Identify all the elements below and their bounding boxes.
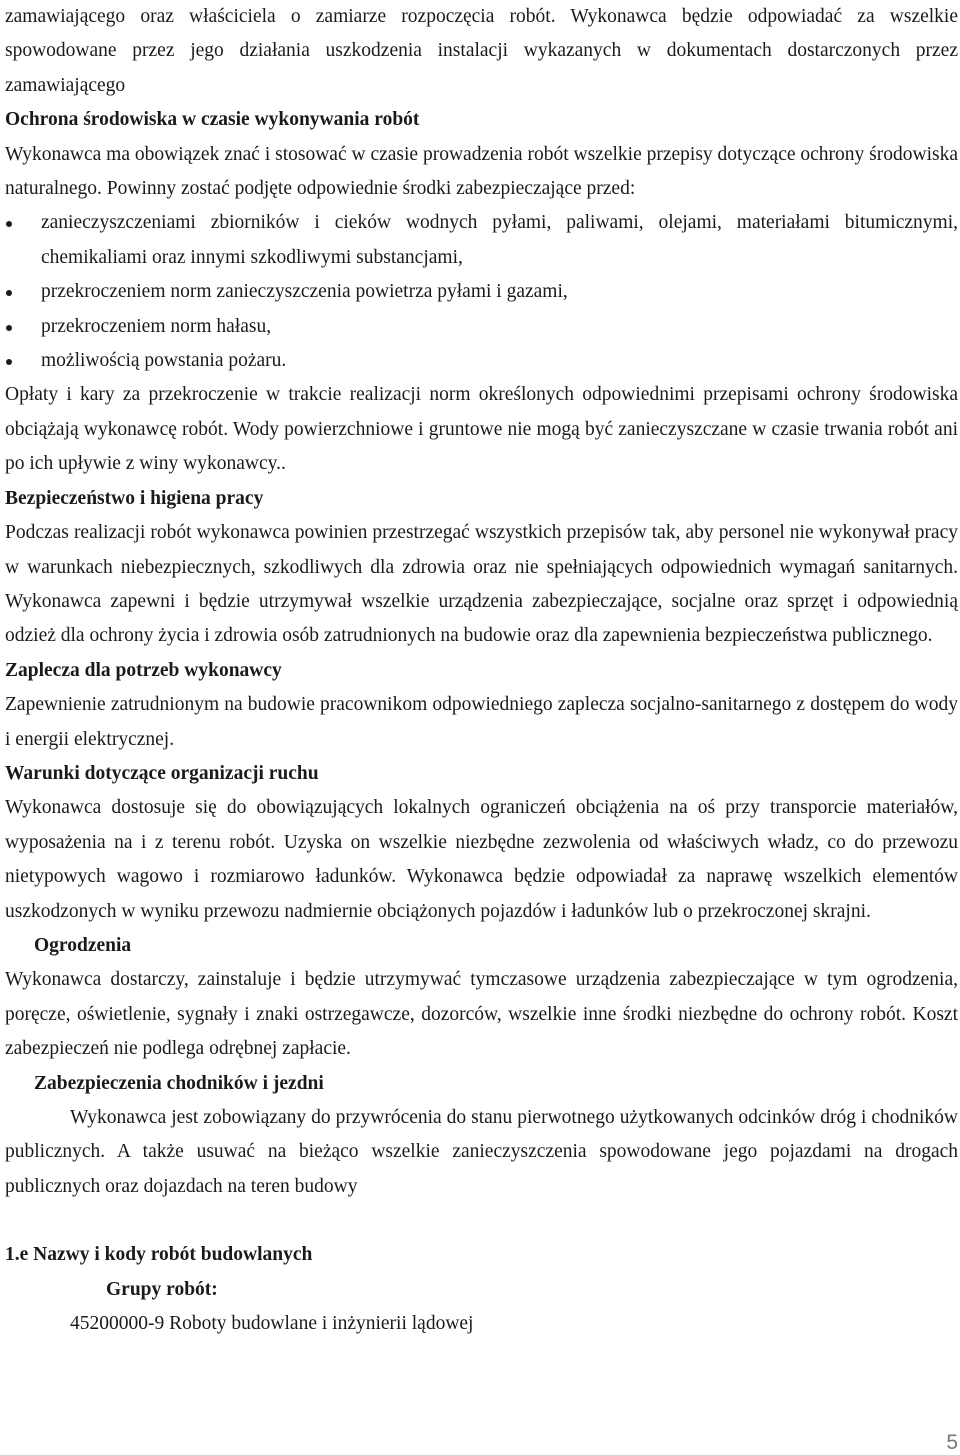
fencing-heading: Ogrodzenia xyxy=(34,934,132,956)
list-item-text: przekroczeniem norm zanieczyszczenia powietrza pyłami i gazami, xyxy=(41,281,568,303)
sidewalks-heading: Zabezpieczenia chodników i jezdni xyxy=(34,1072,324,1094)
sidewalks-paragraph: Wykonawca jest zobowiązany do przywrócenia do stanu pierwotnego użytkowanych odcinków dróg i chodników publicznych. A także usuwać na bieżąco wszelkie zanieczyszczenia spowodowane jego pojazdami na drogach publicznych oraz dojazdach na teren budowy xyxy=(5,1107,958,1197)
list-item xyxy=(5,275,958,309)
safety-paragraph: Podczas realizacji robót wykonawca powinien przestrzegać wszystkich przepisów tak, aby personel nie wykonywał pracy w warunkach niebezpiecznych, szkodliwych dla zdrowia oraz nie spełniających odpowiednich wymagań sanitarnych. Wykonawca zapewni i będzie utrzymywał wszelkie urządzenia zabezpieczające, socjalne oraz sprzęt i odpowiednią odzież dla ochrony życia i zdrowia osób zatrudnionych na budowie oraz dla zapewnienia bezpieczeństwa publicznego. xyxy=(5,522,958,647)
bullet-icon xyxy=(6,359,12,365)
list-item xyxy=(5,206,958,275)
list-item-text: zanieczyszczeniami zbiorników i cieków wodnych pyłami, paliwami, olejami, materiałami bitumicznymi, chemikaliami oraz innymi szkodliwymi substancjami, xyxy=(41,212,958,268)
work-groups-label: Grupy robót: xyxy=(106,1278,218,1300)
codes-heading: 1.e Nazwy i kody robót budowlanych xyxy=(5,1244,313,1266)
list-item xyxy=(5,344,958,378)
facilities-heading: Zaplecza dla potrzeb wykonawcy xyxy=(5,659,282,681)
list-item-text: przekroczeniem norm hałasu, xyxy=(41,315,272,337)
facilities-paragraph: Zapewnienie zatrudnionym na budowie pracownikom odpowiedniego zaplecza socjalno-sanitarnego z dostępem do wody i energii elektrycznej. xyxy=(5,694,958,750)
bullet-icon xyxy=(6,221,12,227)
work-code-line: 45200000-9 Roboty budowlane i inżynierii lądowej xyxy=(70,1313,474,1335)
safety-heading: Bezpieczeństwo i higiena pracy xyxy=(5,487,264,509)
list-item-text: możliwością powstania pożaru. xyxy=(41,350,287,372)
environment-paragraph: Wykonawca ma obowiązek znać i stosować w czasie prowadzenia robót wszelkie przepisy dotyczące ochrony środowiska naturalnego. Powinny zostać podjęte odpowiednie środki zabezpieczające przed: xyxy=(5,143,958,200)
page-number: 5 xyxy=(946,1431,958,1454)
environment-heading: Ochrona środowiska w czasie wykonywania robót xyxy=(5,109,420,131)
section-spacer xyxy=(5,1204,958,1238)
document-page xyxy=(5,0,958,1341)
traffic-heading: Warunki dotyczące organizacji ruchu xyxy=(5,762,319,784)
environment-fees-paragraph: Opłaty i kary za przekroczenie w trakcie realizacji norm określonych odpowiednimi przepisami ochrony środowiska obciążają wykonawcę robót. Wody powierzchniowe i gruntowe nie mogą być zanieczyszczane w czasie trwania robót ani po ich upływie z winy wykonawcy.. xyxy=(5,384,958,475)
traffic-paragraph: Wykonawca dostosuje się do obowiązujących lokalnych ograniczeń obciążenia na oś przy transporcie materiałów, wyposażenia na i z terenu robót. Uzyska on wszelkie niezbędne zezwolenia od właściwych władz, co do przewozu nietypowych wagowo i rozmiarowo ładunków. Wykonawca będzie odpowiadał za naprawę wszelkich elementów uszkodzonych w wyniku przewozu nadmiernie obciążonych pojazdów i ładunków lub o przekroczonej skrajni. xyxy=(5,797,958,922)
environment-list xyxy=(5,206,958,378)
bullet-icon xyxy=(6,290,12,296)
intro-paragraph: zamawiającego oraz właściciela o zamiarze rozpoczęcia robót. Wykonawca będzie odpowiadać za wszelkie spowodowane przez jego działania uszkodzenia instalacji wykazanych w dokumentach dostarczonych przez zamawiającego xyxy=(5,6,958,96)
fencing-paragraph: Wykonawca dostarczy, zainstaluje i będzie utrzymywać tymczasowe urządzenia zabezpieczające w tym ogrodzenia, poręcze, oświetlenie, sygnały i znaki ostrzegawcze, dozorców, wszelkie inne środki niezbędne do ochrony robót. Koszt zabezpieczeń nie podlega odrębnej zapłacie. xyxy=(5,969,958,1060)
list-item xyxy=(5,310,958,344)
bullet-icon xyxy=(6,325,12,331)
